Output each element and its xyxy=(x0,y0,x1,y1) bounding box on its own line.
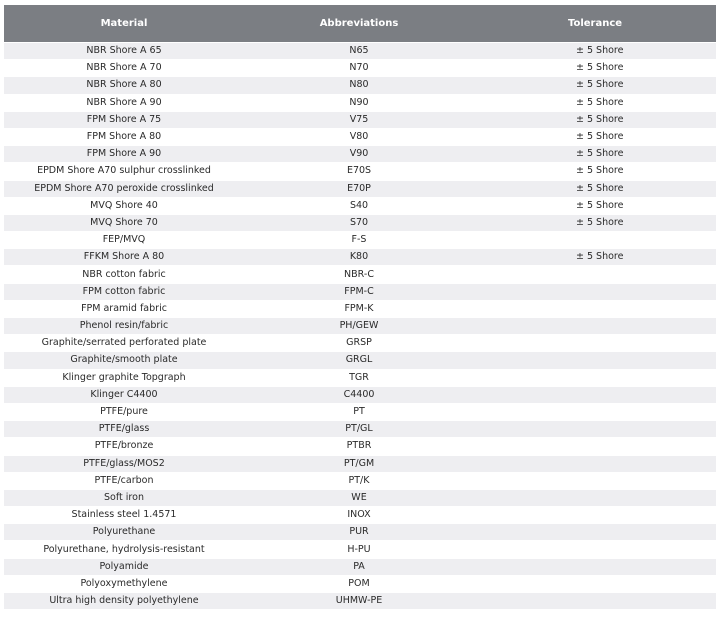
cell-tolerance xyxy=(474,232,716,249)
cell-material: EPDM Shore A70 sulphur crosslinked xyxy=(4,163,244,180)
cell-tolerance xyxy=(474,335,716,352)
cell-abbreviation: S70 xyxy=(244,214,474,231)
table-row xyxy=(4,43,716,60)
cell-material: Polyoxymethylene xyxy=(4,575,244,592)
cell-material: Polyamide xyxy=(4,558,244,575)
table-row xyxy=(4,94,716,111)
cell-abbreviation: PH/GEW xyxy=(244,318,474,335)
table-row xyxy=(4,232,716,249)
cell-material: FFKM Shore A 80 xyxy=(4,249,244,266)
header-tolerance: Tolerance xyxy=(474,5,716,43)
table-row xyxy=(4,369,716,386)
cell-abbreviation: GRSP xyxy=(244,335,474,352)
table-row xyxy=(4,386,716,403)
table-row xyxy=(4,352,716,369)
cell-tolerance xyxy=(474,541,716,558)
cell-abbreviation: K80 xyxy=(244,249,474,266)
cell-abbreviation: PUR xyxy=(244,524,474,541)
table-row xyxy=(4,335,716,352)
table-row xyxy=(4,283,716,300)
table-row xyxy=(4,163,716,180)
cell-tolerance xyxy=(474,558,716,575)
cell-abbreviation: E70P xyxy=(244,180,474,197)
cell-material: EPDM Shore A70 peroxide crosslinked xyxy=(4,180,244,197)
cell-material: MVQ Shore 40 xyxy=(4,197,244,214)
cell-tolerance: ± 5 Shore xyxy=(474,43,716,60)
cell-material: Graphite/smooth plate xyxy=(4,352,244,369)
cell-tolerance xyxy=(474,575,716,592)
cell-abbreviation: PT/GL xyxy=(244,421,474,438)
table-row xyxy=(4,60,716,77)
cell-material: FPM aramid fabric xyxy=(4,300,244,317)
cell-abbreviation: S40 xyxy=(244,197,474,214)
cell-abbreviation: UHMW-PE xyxy=(244,593,474,610)
cell-tolerance: ± 5 Shore xyxy=(474,94,716,111)
table-row xyxy=(4,77,716,94)
cell-tolerance: ± 5 Shore xyxy=(474,180,716,197)
table-row xyxy=(4,197,716,214)
cell-tolerance xyxy=(474,266,716,283)
cell-abbreviation: PA xyxy=(244,558,474,575)
cell-abbreviation: H-PU xyxy=(244,541,474,558)
cell-material: Stainless steel 1.4571 xyxy=(4,507,244,524)
table-row xyxy=(4,541,716,558)
cell-tolerance xyxy=(474,489,716,506)
cell-material: FPM Shore A 75 xyxy=(4,111,244,128)
header-abbreviations: Abbreviations xyxy=(244,5,474,43)
cell-abbreviation: N90 xyxy=(244,94,474,111)
cell-tolerance xyxy=(474,283,716,300)
cell-material: FPM cotton fabric xyxy=(4,283,244,300)
cell-abbreviation: POM xyxy=(244,575,474,592)
cell-material: Ultra high density polyethylene xyxy=(4,593,244,610)
cell-tolerance xyxy=(474,300,716,317)
cell-abbreviation: GRGL xyxy=(244,352,474,369)
cell-abbreviation: V90 xyxy=(244,146,474,163)
table-row xyxy=(4,146,716,163)
cell-abbreviation: C4400 xyxy=(244,386,474,403)
cell-tolerance: ± 5 Shore xyxy=(474,111,716,128)
cell-material: Polyurethane, hydrolysis-resistant xyxy=(4,541,244,558)
cell-material: Klinger C4400 xyxy=(4,386,244,403)
cell-material: FEP/MVQ xyxy=(4,232,244,249)
table-row xyxy=(4,438,716,455)
cell-material: MVQ Shore 70 xyxy=(4,214,244,231)
cell-tolerance xyxy=(474,403,716,420)
cell-material: PTFE/glass xyxy=(4,421,244,438)
cell-abbreviation: PT xyxy=(244,403,474,420)
cell-tolerance: ± 5 Shore xyxy=(474,146,716,163)
cell-tolerance xyxy=(474,369,716,386)
cell-material: NBR Shore A 80 xyxy=(4,77,244,94)
materials-table xyxy=(4,5,716,610)
cell-tolerance xyxy=(474,455,716,472)
cell-abbreviation: V75 xyxy=(244,111,474,128)
table-row xyxy=(4,318,716,335)
cell-tolerance xyxy=(474,352,716,369)
table-row xyxy=(4,472,716,489)
table-row xyxy=(4,524,716,541)
materials-table-container xyxy=(4,5,716,610)
cell-material: FPM Shore A 80 xyxy=(4,128,244,145)
cell-tolerance: ± 5 Shore xyxy=(474,60,716,77)
table-row xyxy=(4,214,716,231)
cell-tolerance xyxy=(474,386,716,403)
cell-material: FPM Shore A 90 xyxy=(4,146,244,163)
table-row xyxy=(4,507,716,524)
cell-material: NBR Shore A 65 xyxy=(4,43,244,60)
cell-material: Graphite/serrated perforated plate xyxy=(4,335,244,352)
table-row xyxy=(4,489,716,506)
cell-abbreviation: F-S xyxy=(244,232,474,249)
table-row xyxy=(4,111,716,128)
cell-abbreviation: V80 xyxy=(244,128,474,145)
table-header xyxy=(4,5,716,43)
cell-tolerance xyxy=(474,524,716,541)
cell-abbreviation: N70 xyxy=(244,60,474,77)
cell-tolerance xyxy=(474,507,716,524)
cell-tolerance: ± 5 Shore xyxy=(474,249,716,266)
cell-abbreviation: N65 xyxy=(244,43,474,60)
table-row xyxy=(4,403,716,420)
cell-tolerance: ± 5 Shore xyxy=(474,128,716,145)
table-row xyxy=(4,558,716,575)
table-row xyxy=(4,455,716,472)
cell-material: Soft iron xyxy=(4,489,244,506)
cell-abbreviation: PTBR xyxy=(244,438,474,455)
cell-tolerance: ± 5 Shore xyxy=(474,77,716,94)
cell-abbreviation: PT/GM xyxy=(244,455,474,472)
cell-material: NBR Shore A 70 xyxy=(4,60,244,77)
cell-material: Phenol resin/fabric xyxy=(4,318,244,335)
cell-material: PTFE/carbon xyxy=(4,472,244,489)
table-row xyxy=(4,266,716,283)
table-row xyxy=(4,421,716,438)
cell-abbreviation: FPM-C xyxy=(244,283,474,300)
cell-material: PTFE/pure xyxy=(4,403,244,420)
cell-abbreviation: WE xyxy=(244,489,474,506)
cell-material: PTFE/glass/MOS2 xyxy=(4,455,244,472)
cell-material: Polyurethane xyxy=(4,524,244,541)
cell-tolerance: ± 5 Shore xyxy=(474,197,716,214)
cell-abbreviation: E70S xyxy=(244,163,474,180)
cell-tolerance xyxy=(474,421,716,438)
cell-material: NBR cotton fabric xyxy=(4,266,244,283)
table-body xyxy=(4,43,716,610)
cell-material: PTFE/bronze xyxy=(4,438,244,455)
table-row xyxy=(4,180,716,197)
cell-abbreviation: INOX xyxy=(244,507,474,524)
cell-material: Klinger graphite Topgraph xyxy=(4,369,244,386)
cell-abbreviation: FPM-K xyxy=(244,300,474,317)
table-row xyxy=(4,300,716,317)
header-material: Material xyxy=(4,5,244,43)
cell-tolerance xyxy=(474,472,716,489)
cell-tolerance xyxy=(474,318,716,335)
cell-tolerance xyxy=(474,593,716,610)
cell-abbreviation: PT/K xyxy=(244,472,474,489)
cell-tolerance: ± 5 Shore xyxy=(474,163,716,180)
table-row xyxy=(4,128,716,145)
cell-tolerance xyxy=(474,438,716,455)
table-row xyxy=(4,593,716,610)
cell-abbreviation: N80 xyxy=(244,77,474,94)
table-row xyxy=(4,575,716,592)
cell-abbreviation: TGR xyxy=(244,369,474,386)
cell-material: NBR Shore A 90 xyxy=(4,94,244,111)
cell-abbreviation: NBR-C xyxy=(244,266,474,283)
cell-tolerance: ± 5 Shore xyxy=(474,214,716,231)
header-row xyxy=(4,5,716,43)
table-row xyxy=(4,249,716,266)
